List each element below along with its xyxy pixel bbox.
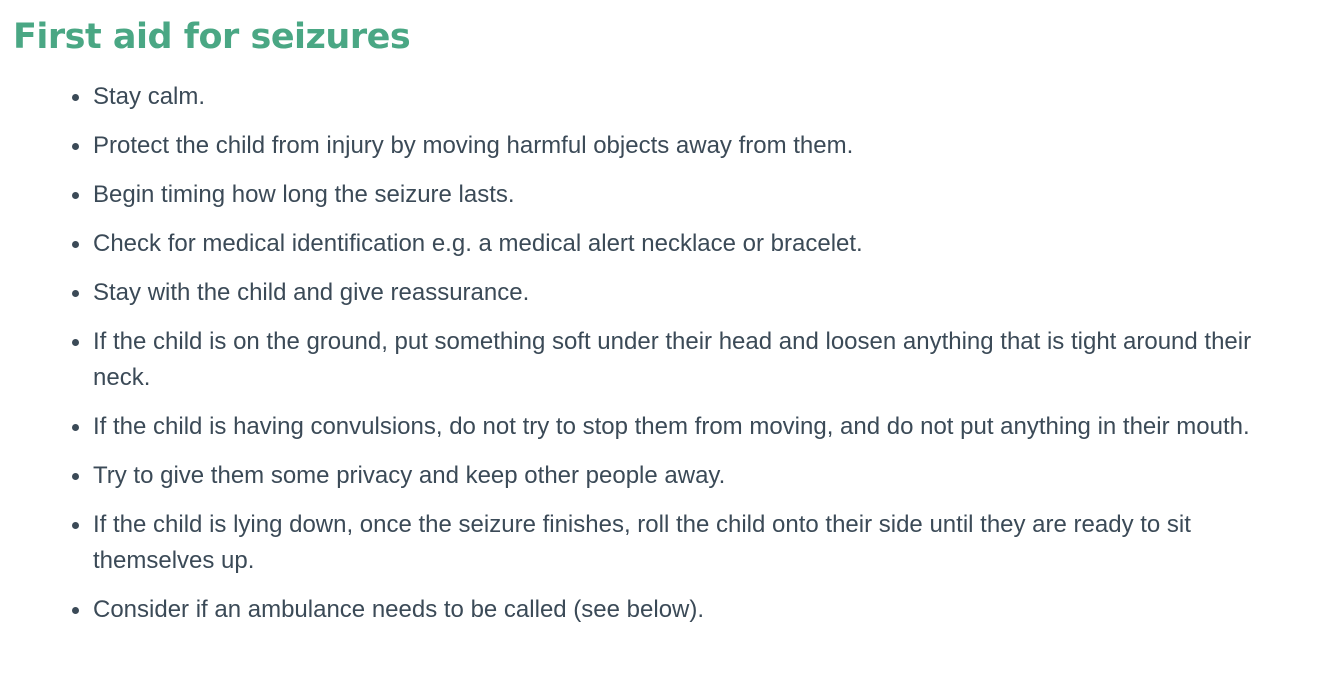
list-item [0, 409, 1334, 445]
bullet-icon [72, 143, 79, 150]
list-item-text: Consider if an ambulance needs to be called (see below). [93, 596, 705, 623]
list-item-text: Stay with the child and give reassurance. [93, 279, 530, 306]
bullet-icon [72, 192, 79, 199]
list-item [0, 79, 1334, 115]
bullet-icon [72, 424, 79, 431]
list-item-text: Check for medical identification e.g. a medical alert necklace or bracelet. [93, 230, 863, 257]
bullet-icon [72, 339, 79, 346]
list-item [0, 177, 1334, 213]
list-item-text: Stay calm. [93, 83, 206, 110]
list-item [0, 128, 1334, 164]
list-item [0, 592, 1334, 628]
list-item [0, 458, 1334, 494]
list-item-text: Try to give them some privacy and keep other people away. [93, 462, 726, 489]
list-item-text: If the child is on the ground, put something soft under their head and loosen anything that is tight around their neck. [93, 328, 1252, 391]
list-item [0, 226, 1334, 262]
list-item-text: Protect the child from injury by moving harmful objects away from them. [93, 132, 854, 159]
bullet-icon [72, 241, 79, 248]
first-aid-list [0, 79, 1334, 641]
bullet-icon [72, 607, 79, 614]
list-item-text: Begin timing how long the seizure lasts. [93, 181, 515, 208]
list-item [0, 507, 1334, 579]
section-heading: First aid for seizures [13, 17, 411, 57]
list-item-text: If the child is having convulsions, do not try to stop them from moving, and do not put anything in their mouth. [93, 413, 1250, 440]
list-item [0, 324, 1334, 396]
bullet-icon [72, 94, 79, 101]
bullet-icon [72, 473, 79, 480]
bullet-icon [72, 290, 79, 297]
list-item [0, 275, 1334, 311]
bullet-icon [72, 522, 79, 529]
list-item-text: If the child is lying down, once the seizure finishes, roll the child onto their side until they are ready to sit themselves up. [93, 511, 1191, 574]
